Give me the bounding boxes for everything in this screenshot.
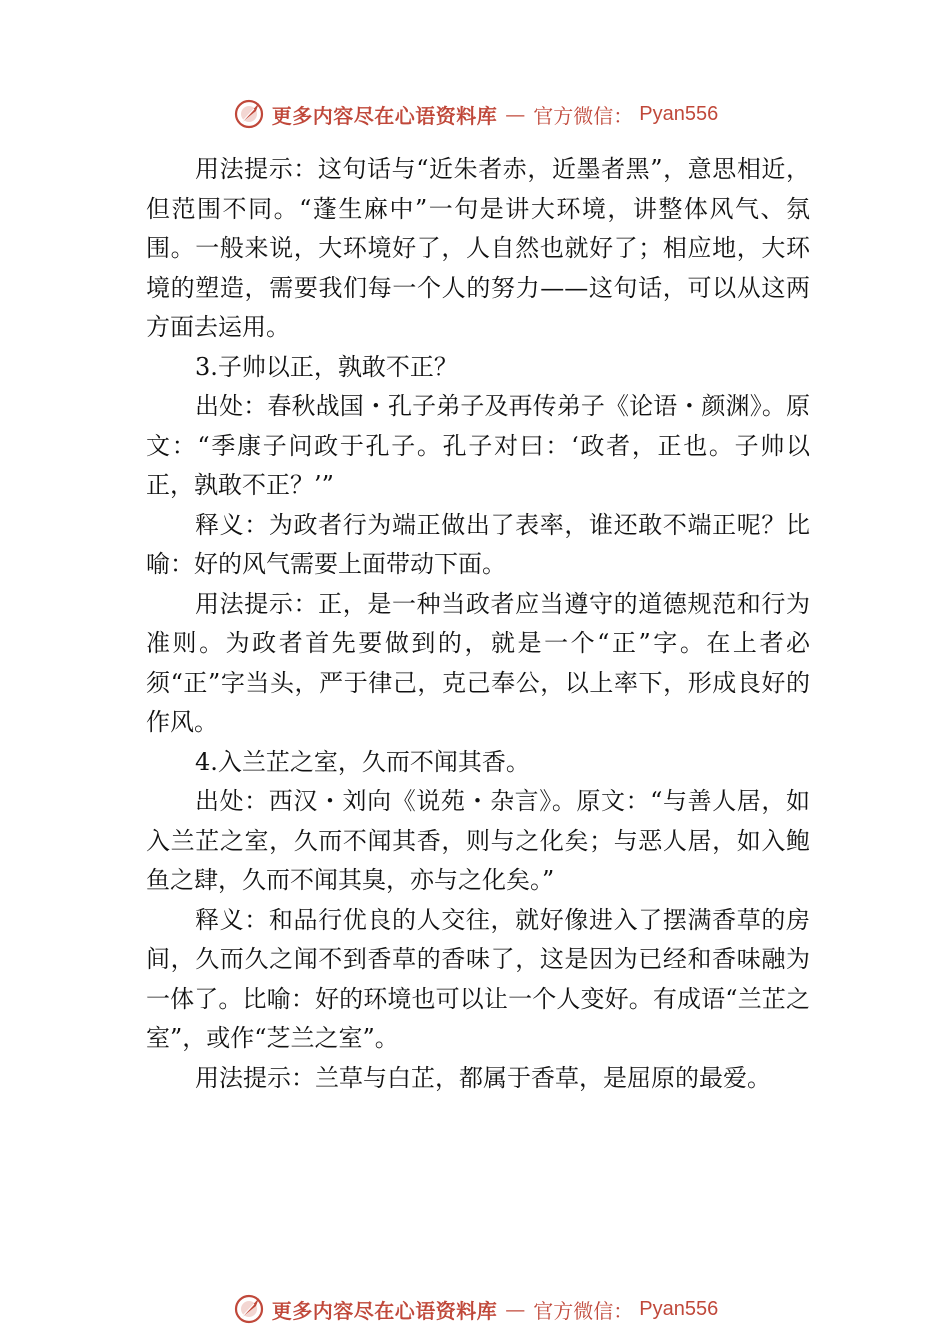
banner-wechat-id: Pyan556 — [639, 102, 719, 125]
paragraph-usage-tip-1: 用法提示：这句话与“近朱者赤，近墨者黑”，意思相近，但范围不同。“蓬生麻中”一句是讲大环境，讲整体风气、氛围。一般来说，大环境好了，人自然也就好了；相应地，大环境的塑造，需要我们每一个人的努力——这句话，可以从这两方面去运用。 — [146, 155, 810, 341]
banner-content — [232, 97, 718, 131]
banner-wechat-id: Pyan556 — [639, 1297, 719, 1320]
quill-pen-emblem-icon — [232, 97, 266, 131]
paragraph-meaning-3: 释义：为政者行为端正做出了表率，谁还敢不端正呢？比喻：好的风气需要上面带动下面。 — [146, 510, 810, 578]
banner-slogan: 更多内容尽在心语资料库 — [271, 1298, 498, 1323]
quill-pen-emblem-icon — [232, 1292, 266, 1326]
paragraph-usage-tip-4: 用法提示：兰草与白芷，都属于香草，是屈原的最爱。 — [195, 1063, 771, 1092]
paragraph-usage-tip-3: 用法提示：正，是一种当政者应当遵守的道德规范和行为准则。为政者首先要做到的，就是一个“正”字。在上者必须“正”字当头，严于律己，克己奉公，以上率下，形成良好的作风。 — [146, 589, 810, 736]
banner-dash: — — [505, 1297, 526, 1321]
document-body — [146, 150, 810, 1098]
item-heading-4: 4.入兰芷之室，久而不闻其香。 — [195, 747, 530, 776]
banner-wechat-label: 官方微信： — [533, 1298, 634, 1323]
banner-wechat-label: 官方微信： — [533, 103, 634, 128]
banner-slogan: 更多内容尽在心语资料库 — [271, 103, 498, 128]
paragraph-source-3: 出处：春秋战国・孔子弟子及再传弟子《论语・颜渊》。原文：“季康子问政于孔子。孔子对曰：‘政者，正也。子帅以正，孰敢不正？’” — [146, 392, 810, 499]
item-heading-3: 3.子帅以正，孰敢不正？ — [195, 352, 458, 381]
header-banner — [0, 92, 950, 136]
footer-banner — [0, 1287, 950, 1331]
paragraph-meaning-4: 释义：和品行优良的人交往，就好像进入了摆满香草的房间，久而久之闻不到香草的香味了，这是因为已经和香味融为一体了。比喻：好的环境也可以让一个人变好。有成语“兰芷之室”，或作“芝兰之室”。 — [146, 905, 810, 1052]
paragraph-source-4: 出处：西汉・刘向《说苑・杂言》。原文：“与善人居，如入兰芷之室，久而不闻其香，则与之化矣；与恶人居，如入鲍鱼之肆，久而不闻其臭，亦与之化矣。” — [146, 787, 810, 894]
banner-content — [232, 1292, 718, 1326]
banner-dash: — — [505, 102, 526, 126]
